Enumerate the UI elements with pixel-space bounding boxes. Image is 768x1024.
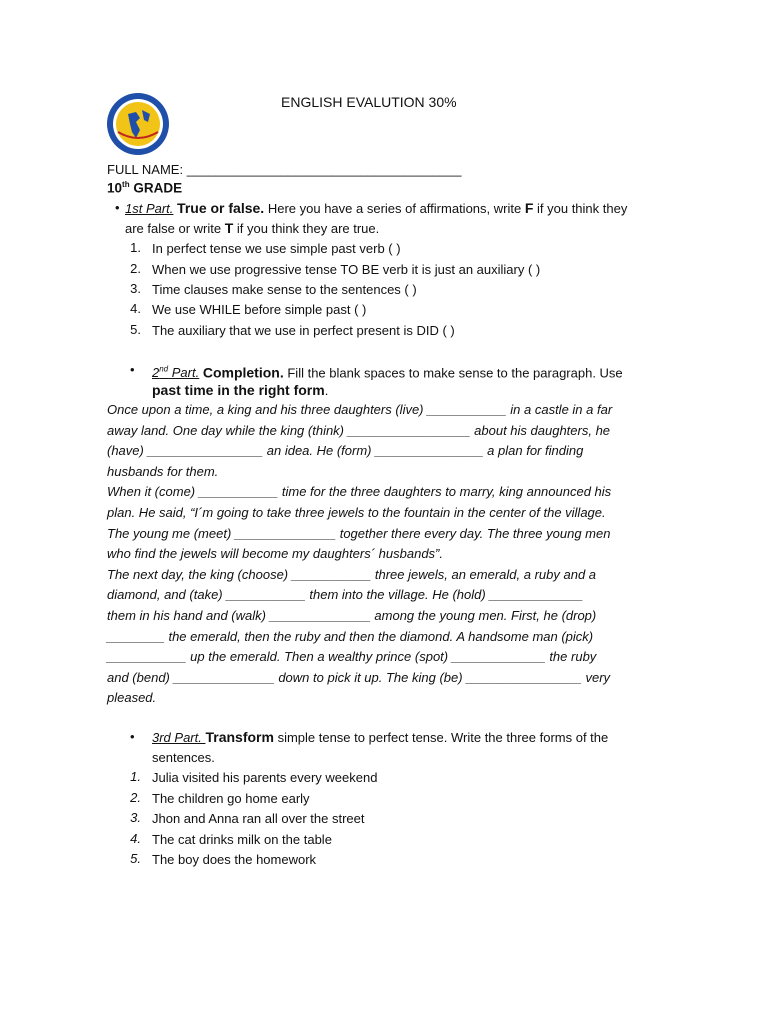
part2-intro-line2: past time in the right form. xyxy=(152,382,329,398)
list-item: The cat drinks milk on the table xyxy=(152,832,332,847)
part3-intro-line2: sentences. xyxy=(152,750,215,765)
list-item: Jhon and Anna ran all over the street xyxy=(152,811,365,826)
part2-heading: Completion. xyxy=(202,364,284,381)
part1-label: 1st Part. xyxy=(125,201,174,216)
part3-heading: Transform xyxy=(205,729,274,745)
list-item: When we use progressive tense TO BE verb it is just an auxiliary ( ) xyxy=(152,262,541,277)
part1-heading: True or false. xyxy=(177,200,265,216)
part2-intro-line1: 2nd Part. Completion. Fill the blank spaces to make sense to the paragraph. Use xyxy=(152,364,623,381)
document-title: ENGLISH EVALUTION 30% xyxy=(281,94,457,110)
part2-label: 2nd Part. xyxy=(152,365,200,381)
grade-label: 10th GRADE xyxy=(107,180,183,196)
list-item: Julia visited his parents every weekend xyxy=(152,770,378,785)
part2-bullet: • xyxy=(130,362,135,377)
part1-intro-line1: 1st Part. True or false. Here you have a series of affirmations, write F if you think they xyxy=(125,200,628,216)
list-item: The boy does the homework xyxy=(152,852,317,867)
part3-label: 3rd Part. xyxy=(152,730,206,745)
list-item: The children go home early xyxy=(152,791,310,806)
list-item: In perfect tense we use simple past verb ( ) xyxy=(152,241,401,256)
school-logo xyxy=(106,92,170,156)
part3-bullet: • xyxy=(130,729,135,744)
list-item: The auxiliary that we use in perfect present is DID ( ) xyxy=(152,323,455,338)
list-item: Time clauses make sense to the sentences ( ) xyxy=(152,282,417,297)
list-item: We use WHILE before simple past ( ) xyxy=(152,302,367,317)
part1-intro-line2: are false or write T if you think they are true. xyxy=(125,220,380,236)
part1-bullet: • xyxy=(115,200,120,215)
full-name-field: FULL NAME: ______________________________________ xyxy=(107,162,462,177)
part3-intro-line1: 3rd Part. Transform simple tense to perfect tense. Write the three forms of the xyxy=(152,729,609,745)
story-paragraph: Once upon a time, a king and his three daughters (live) ___________ in a castle in a far away land. One day while the king (think) _________________ about his daughters, he (have) ________________ an idea. He (form) _______________ a plan for finding husbands for them. When it (come) ___________ time for the three daughters to marry, king announced his plan. He said, “I´m going to take three jewels to the fountain in the center of the village. The young me (meet) ______________ together there every day. The three young men who find the jewels will become my daughters´ husbands”. The next day, the king (choose) ___________ three jewels, an emerald, a ruby and a diamond, and (take) ___________ them into the village. He (hold) _____________ them in his hand and (walk) ______________ among the young men. First, he (drop) ________ the emerald, then the ruby and then the diamond. A handsome man (pick) ___________ up the emerald. Then a wealthy prince (spot) _____________ the ruby and (bend) ______________ down to pick it up. The king (be) ________________ very pleased. xyxy=(107,402,613,706)
